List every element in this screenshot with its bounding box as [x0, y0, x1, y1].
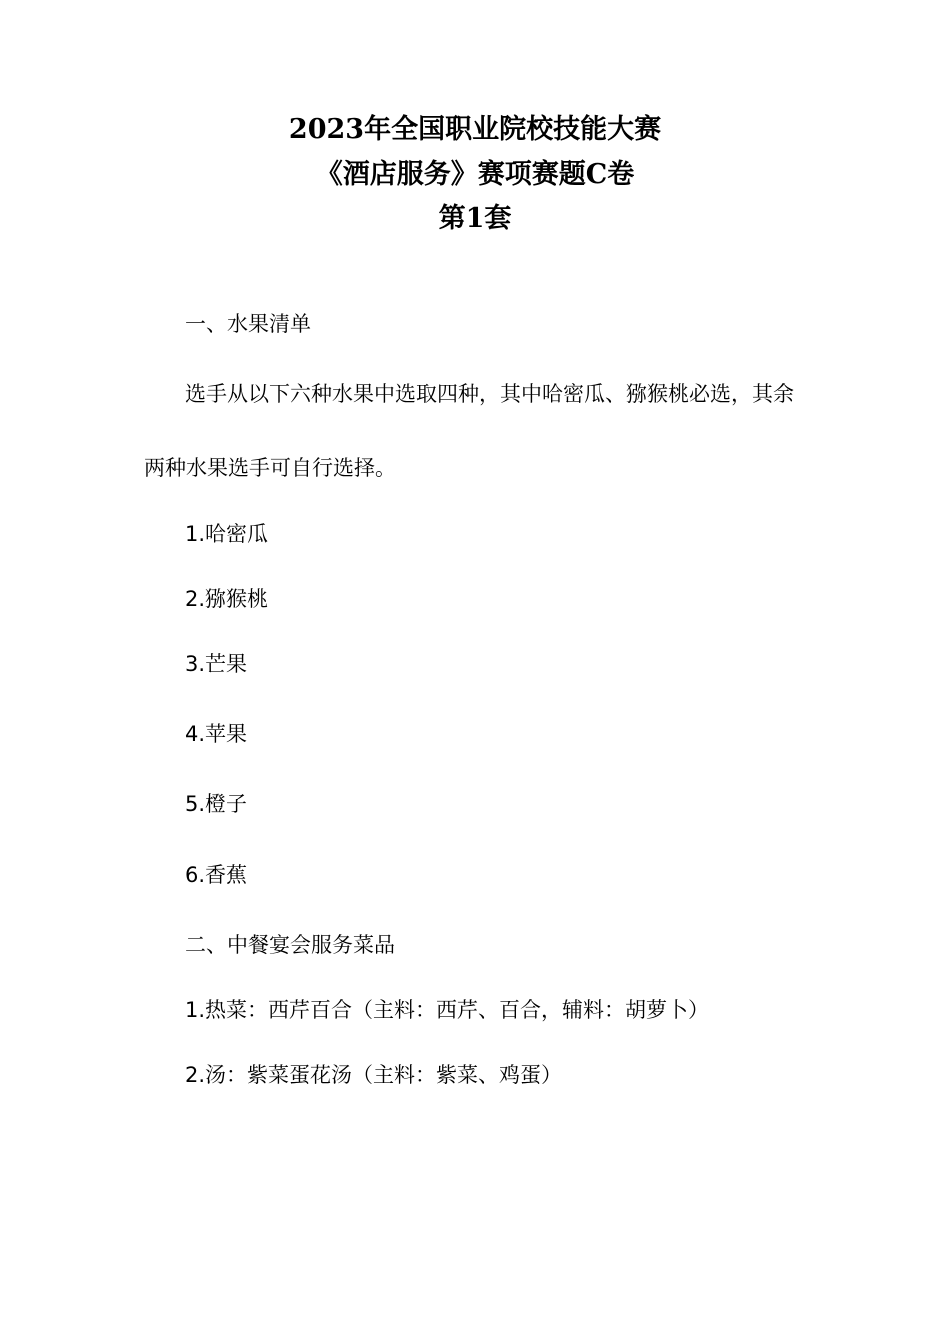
list-item: 1.热菜：西芹百合（主料：西芹、百合，辅料：胡萝卜）: [185, 998, 710, 1022]
paragraph-line-1: 选手从以下六种水果中选取四种，其中哈密瓜、猕猴桃必选，其余: [185, 382, 794, 406]
title-line-1: 2023年全国职业院校技能大赛: [288, 114, 662, 145]
section-heading-banquet-dishes: 二、中餐宴会服务菜品: [185, 933, 395, 957]
title-line-2: 《酒店服务》赛项赛题C卷: [315, 159, 635, 190]
section-heading-fruit-list: 一、水果清单: [185, 312, 311, 336]
list-item: 6.香蕉: [185, 863, 248, 887]
list-item: 2.猕猴桃: [185, 587, 269, 611]
paragraph-line-2: 两种水果选手可自行选择。: [144, 456, 396, 480]
list-item: 4.苹果: [185, 722, 248, 746]
list-item: 2.汤：紫菜蛋花汤（主料：紫菜、鸡蛋）: [185, 1063, 563, 1087]
list-item: 3.芒果: [185, 652, 248, 676]
list-item: 1.哈密瓜: [185, 522, 269, 546]
list-item: 5.橙子: [185, 792, 248, 816]
title-line-3: 第1套: [438, 203, 512, 234]
